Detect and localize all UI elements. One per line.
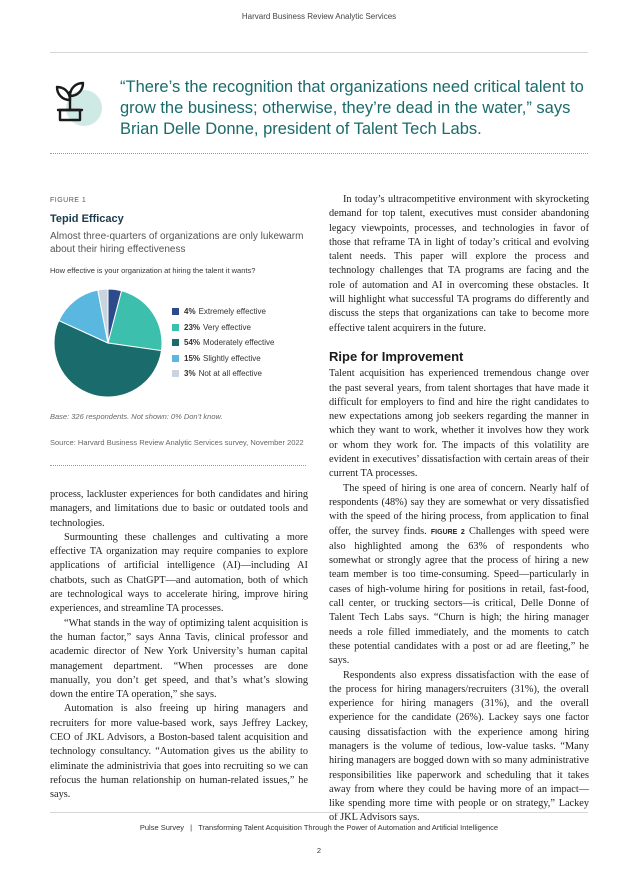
figure-reference: FIGURE 2 [430,528,465,536]
legend-value: 15% [184,353,201,363]
header-rule [50,52,588,53]
body-paragraph [329,482,589,669]
legend-label: Slightly effective [203,353,261,363]
right-column [329,193,589,826]
legend-value: 54% [184,338,201,348]
legend-item [172,320,274,336]
body-paragraph: Talent acquisition has experienced tremendous change over the past several years, from talent shortages that have made it difficult for employers to find and hire the right candidates to new expectations among job seekers regarding the manner in which they want to work, whether it involves how they work or whom they work for. The impacts of this volatility are evident in executives’ dissatisfaction with certain areas of their current TA processes. [329,368,589,480]
section-heading: Ripe for Improvement [329,348,464,364]
footer-left: Pulse Survey [139,823,185,832]
legend-item [172,351,274,367]
legend-swatch [172,324,179,331]
body-paragraph: process, lackluster experiences for both candidates and hiring managers, and limitations due to basic or outdated tools and technologies. [50,489,308,529]
legend-value: 23% [184,322,201,332]
legend-value: 4% [184,307,196,317]
running-header: Harvard Business Review Analytic Services [241,12,397,21]
legend-label: Extremely effective [198,307,266,317]
figure-subtitle: Almost three-quarters of organizations are only lukewarm about their hiring effectiveness [50,231,304,255]
legend-label: Moderately effective [203,338,275,348]
legend-swatch [172,308,179,315]
legend-value: 3% [184,369,196,379]
chart-legend [172,304,274,382]
figure-base-note: Base: 326 respondents. Not shown: 0% Don’t know. [50,412,223,421]
legend-item [172,335,274,351]
left-column [50,488,308,803]
footer-title: Transforming Talent Acquisition Through the Power of Automation and Artificial Intelligence [198,823,499,832]
pie-chart [52,287,164,399]
plant-icon [48,74,104,130]
legend-swatch [172,370,179,377]
body-text: The speed of hiring is one area of concern. Nearly half of respondents (48%) say they are somewhat or very dissatisfied with the speed of the hiring process, from application to final offer, the survey finds. [329,482,589,537]
footer-rule [50,812,588,813]
legend-item [172,304,274,320]
figure-title: Tepid Efficacy [50,213,124,225]
body-paragraph: In today’s ultracompetitive environment with skyrocketing demand for top talent, executives must consider abandoning legacy viewpoints, processes, and technologies in favor of those that reframe TA in light of today’s critical and evolving talent needs. This paper will explore the process and technology challenges that TA programs are facing and the role of automation and AI in overcoming these obstacles. It will highlight what successful TA programs do differently and discuss the steps that organizations can take to become more effective talent acquirers in the future. [329,194,589,334]
body-paragraph: Automation is also freeing up hiring managers and recruiters for more value-based work, says Jeffrey Lackey, CEO of JKL Advisors, a Boston-based talent acquisition and technology consultancy. “Automation gives us the ability to eliminate the administrivia that goes into recruiting so we can refocus the human relationship on human-related issues,” he says. [50,703,308,801]
legend-label: Very effective [203,322,251,332]
page-number: 2 [316,846,322,855]
figure-divider [50,465,306,466]
legend-item [172,366,274,382]
figure-label: FIGURE 1 [50,197,87,204]
legend-swatch [172,355,179,362]
body-paragraph: Respondents also express dissatisfaction with the ease of the process for hiring managers/recruiters (31%), the overall experience for hiring managers (31%), and the overall experience for the candidate (26%). Lackey says one factor causing dissatisfaction with the experience among hiring managers is the volume of tedious, low-value tasks. “Many hiring managers are bogged down with so many administrative responsibilities like paperwork and scheduling that it takes away from where they could be having more of an impact—like spending more time with people or on strategy,” Lackey of JKL Advisors says. [329,669,589,824]
figure-source: Source: Harvard Business Review Analytic Services survey, November 2022 [50,438,304,447]
footer-separator: | [190,823,193,832]
figure-question: How effective is your organization at hiring the talent it wants? [50,266,256,275]
footer [0,823,638,832]
body-paragraph: “What stands in the way of optimizing talent acquisition is the human factor,” says Anna Tavis, clinical professor and academic director of New York University’s human capital management department. “When processes are done manually, you don’t get speed, and that’s what’s slowing down the entire TA operation,” she says. [50,617,308,701]
body-text: Challenges with speed were also highlighted among the 63% of respondents who somewhat or strongly agree that the process of hiring a new team member is too time-consuming. Speed—particularly in cases of high-volume hiring for positions in retail, fast-food, call center, or trucking sectors—is critical, Delle Donne of Talent Tech Labs says. “Churn is high; the hiring manager needs a role filled immediately, and the moments to catch these potential candidates with a post or ad are fleeting,” he says. [329,525,590,667]
pull-quote: “There’s the recognition that organizations need critical talent to grow the business; otherwise, they’re dead in the water,” says Brian Delle Donne, president of Talent Tech Labs. [120,78,584,138]
section-divider [50,153,588,154]
body-paragraph: Surmounting these challenges and cultivating a more effective TA organization may require companies to explore applications of artificial intelligence (AI)—including AI chatbots, such as ChatGPT—and automation, both of which are technological ways to accelerate hiring, improve hiring experiences, and streamline TA processes. [50,531,308,615]
legend-swatch [172,339,179,346]
legend-label: Not at all effective [198,369,263,379]
